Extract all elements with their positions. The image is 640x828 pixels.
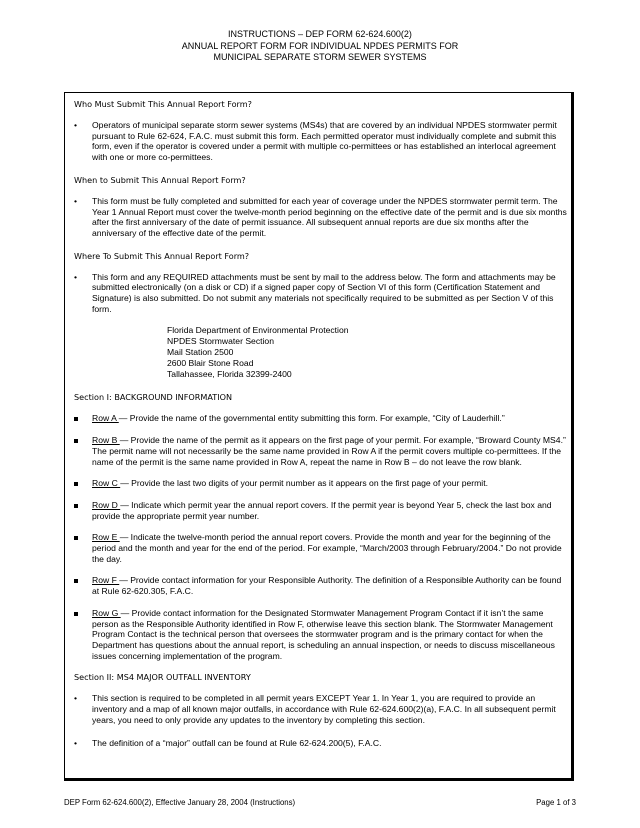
square-bullet-icon bbox=[74, 439, 78, 443]
section-2-list bbox=[74, 693, 568, 748]
list-item bbox=[74, 196, 568, 239]
list-item bbox=[74, 272, 568, 381]
square-bullet-icon bbox=[74, 612, 78, 616]
row-text: — Provide the name of the permit as it appears on the first page of your permit. For example, “Broward County MS4.” The permit name will not necessarily be the same name provided in Row A if the permit covers multiple co-permittees. If the name of the permit is the same name provided in Row A, repeat the name in Row B – do not leave the row blank. bbox=[92, 435, 566, 467]
row-text: — Indicate the twelve-month period the annual report covers. Provide the month and year for the beginning of the period and the month and year for the end of the period. For example, “March/2003 through February/2004.” Do not provide the day. bbox=[92, 532, 562, 564]
when-heading: When to Submit This Annual Report Form? bbox=[74, 174, 246, 185]
row-label: Row G bbox=[92, 607, 121, 618]
who-list bbox=[74, 120, 568, 163]
section-1-heading: Section I: BACKGROUND INFORMATION bbox=[74, 392, 233, 403]
footer-page-number: Page 1 of 3 bbox=[536, 798, 576, 807]
address-line: NPDES Stormwater Section bbox=[167, 336, 274, 347]
bullet-icon: • bbox=[74, 120, 78, 130]
when-list bbox=[74, 196, 568, 239]
section-2-bullet-text: This section is required to be completed in all permit years EXCEPT Year 1. In Year 1, you are required to provide an inventory and a map of all known major outfalls, in accordance with Rule 62-624.600(2)(a), F.A.C. In all subsequent permit years, you need to only provide any updates to the inventory by completing this section. bbox=[92, 693, 556, 725]
row-f-item bbox=[74, 575, 568, 596]
row-a-item bbox=[74, 413, 568, 424]
bullet-icon: • bbox=[74, 693, 78, 704]
list-item bbox=[74, 693, 568, 725]
list-item bbox=[74, 738, 568, 749]
row-label: Row C bbox=[92, 478, 121, 489]
square-bullet-icon bbox=[74, 536, 78, 540]
row-text: — Indicate which permit year the annual report covers. If the permit year is beyond Year 5, check the last box and provide the appropriate permit year number. bbox=[92, 499, 552, 521]
row-g-item bbox=[74, 608, 568, 662]
list-item bbox=[74, 120, 568, 163]
row-c-item bbox=[74, 478, 568, 489]
row-e-item bbox=[74, 532, 568, 564]
row-text: — Provide contact information for your Responsible Authority. The definition of a Responsible Authority can be found at Rule 62-620.305, F.A.C. bbox=[92, 575, 562, 597]
bullet-icon: • bbox=[74, 737, 78, 748]
row-text: — Provide the last two digits of your permit number as it appears on the first page of your permit. bbox=[120, 478, 488, 489]
bullet-icon: • bbox=[74, 271, 78, 282]
row-label: Row B bbox=[92, 435, 120, 446]
header-line-3: MUNICIPAL SEPARATE STORM SEWER SYSTEMS bbox=[213, 52, 427, 62]
instructions-content bbox=[74, 99, 568, 760]
row-label: Row A bbox=[92, 413, 119, 424]
square-bullet-icon bbox=[74, 579, 78, 583]
row-label: Row E bbox=[92, 532, 120, 543]
square-bullet-icon bbox=[74, 417, 78, 421]
row-b-item bbox=[74, 435, 568, 467]
header-line-2: ANNUAL REPORT FORM FOR INDIVIDUAL NPDES PERMITS FOR bbox=[181, 40, 459, 51]
row-label: Row D bbox=[92, 499, 121, 510]
address-line: Florida Department of Environmental Protection bbox=[167, 325, 349, 336]
row-text: — Provide contact information for the Designated Stormwater Management Program Contact if it isn’t the same person as the Responsible Authority identified in Row F, otherwise leave this section blank. The Stormwater Management Program Contact is the technical person that oversees the stormwater program and is the primary contact for when the Department has questions about the annual report, is scheduling an annual inspection, or needs to discuss miscellaneous issues concerning implementation of the program. bbox=[92, 607, 555, 661]
row-label: Row F bbox=[92, 575, 120, 586]
document-header bbox=[0, 29, 640, 64]
where-list bbox=[74, 272, 568, 381]
section-2-bullet-text: The definition of a “major” outfall can be found at Rule 62-624.200(5), F.A.C. bbox=[92, 737, 382, 748]
where-heading: Where To Submit This Annual Report Form? bbox=[74, 250, 250, 261]
address-line: 2600 Blair Stone Road bbox=[167, 358, 254, 369]
footer-form-id: DEP Form 62-624.600(2), Effective January 28, 2004 (Instructions) bbox=[64, 798, 296, 807]
row-d-item bbox=[74, 500, 568, 521]
section-1-list bbox=[74, 413, 568, 661]
who-bullet-text: Operators of municipal separate storm sewer systems (MS4s) that are covered by an individual NPDES stormwater permit pursuant to Rule 62-624, F.A.C. must submit this form. Each permitted operator must individually complete and submit this form, even if the operator is covered under a permit with multiple co-permittees or has established an interlocal agreement with one or more co-permittees. bbox=[92, 120, 557, 163]
header-line-1: INSTRUCTIONS – DEP FORM 62-624.600(2) bbox=[228, 29, 412, 39]
bullet-icon: • bbox=[74, 195, 78, 206]
address-line: Mail Station 2500 bbox=[167, 347, 234, 358]
section-2-heading: Section II: MS4 MAJOR OUTFALL INVENTORY bbox=[74, 672, 251, 683]
address-line: Tallahassee, Florida 32399-2400 bbox=[167, 369, 292, 380]
who-heading: Who Must Submit This Annual Report Form? bbox=[74, 99, 252, 109]
where-bullet-text: This form and any REQUIRED attachments must be sent by mail to the address below. The form and attachments may be submitted electronically (on a disk or CD) if a signed paper copy of Section VI of this form (Certification Statement and Signature) is also submitted. Do not submit any materials not specifically required to be submitted as per Section V of this form. bbox=[92, 271, 556, 314]
square-bullet-icon bbox=[74, 504, 78, 508]
when-bullet-text: This form must be fully completed and submitted for each year of coverage under the NPDES stormwater permit term. The Year 1 Annual Report must cover the twelve-month period beginning on the effective date of the permit and is due six months after the first anniversary of the date of permit issuance. All subsequent annual reports are due six months after the anniversary of the effective date of the permit. bbox=[92, 195, 567, 238]
row-text: — Provide the name of the governmental entity submitting this form. For example, “City of Lauderhill.” bbox=[118, 413, 505, 424]
square-bullet-icon bbox=[74, 482, 78, 486]
mailing-address bbox=[92, 325, 568, 380]
